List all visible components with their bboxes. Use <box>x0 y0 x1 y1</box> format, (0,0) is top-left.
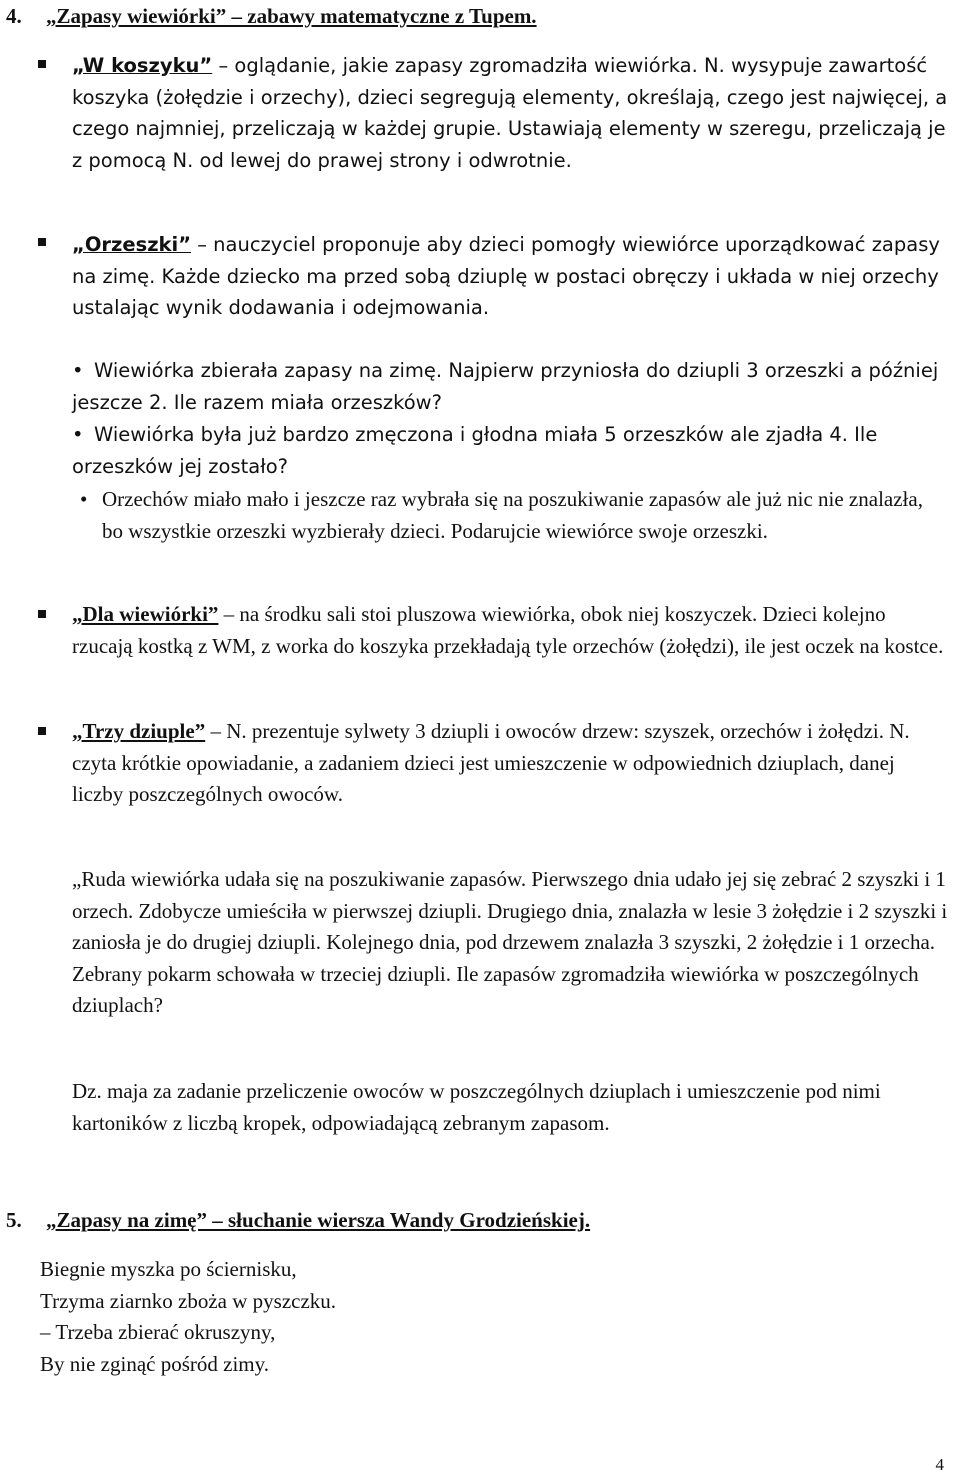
section-4-title: „Zapasy wiewiórki” – zabawy matematyczne z Tupem. <box>46 4 537 28</box>
dot-text: Wiewiórka była już bardzo zmęczona i głodna miała 5 orzeszków ale zjadła 4. Ile orzeszków jej zostało? <box>72 423 878 478</box>
item-text: – na środku sali stoi pluszowa wiewiórka, obok niej koszyczek. Dzieci kolejno rzucają kostką z WM, z worka do koszyka przekładają tyle orzechów (żołędzi), ile jest oczek na kostce. <box>72 602 944 658</box>
poem-line: – Trzeba zbierać okruszyny, <box>40 1320 276 1344</box>
poem-line: Biegnie myszka po ściernisku, <box>40 1257 297 1281</box>
story-paragraph: „Ruda wiewiórka udała się na poszukiwanie zapasów. Pierwszego dnia udało jej się zebrać 2 szyszki i 1 orzech. Zdobycze umieściła w pierwszej dziupli. Drugiego dnia, znalazła w lesie 3 żołędzie i 2 szyszki i zaniosła je do drugiej dziupli. Kolejnego dnia, pod drzewem znalazła 3 szyszki, 2 żołędzie i 1 orzecha. Zebrany pokarm schowała w trzeciej dziupli. Ile zapasów zgromadziła wiewiórka w poszczególnych dziuplach? <box>72 867 948 1017</box>
section-5-title: „Zapasy na zimę” – słuchanie wiersza Wandy Grodzieńskiej. <box>46 1208 591 1232</box>
section-5-number: 5. <box>6 1208 22 1232</box>
poem <box>40 1254 336 1380</box>
task-paragraph: Dz. maja za zadanie przeliczenie owoców w poszczególnych dziuplach i umieszczenie pod nimi kartoników z liczbą kropek, odpowiadającą zebranym zapasom. <box>72 1079 881 1135</box>
poem-line: By nie zginąć pośród zimy. <box>40 1351 270 1376</box>
section-5-heading <box>6 1207 590 1233</box>
list-item-orzeszki <box>72 229 948 324</box>
item-title: „Trzy dziuple” <box>72 719 206 743</box>
dot-text: Orzechów miało mało i jeszcze raz wybrała się na poszukiwanie zapasów ale już nic nie znalazła, bo wszystkie orzeszki wyzbierały dzieci. Podarujcie wiewiórce swoje orzeszki. <box>102 487 923 543</box>
dot-list-item <box>72 484 948 547</box>
item-text: – N. prezentuje sylwety 3 dziupli i owoców drzew: szyszek, orzechów i żołędzi. N. czyta krótkie opowiadanie, a zadaniem dzieci jest umieszczenie w odpowiednich dziuplach, danej liczby poszczególnych owoców. <box>72 719 910 806</box>
poem-line: Trzyma ziarnko zboża w pyszczku. <box>40 1288 337 1313</box>
list-item-w-koszyku <box>72 50 948 176</box>
dot-list-item <box>72 419 952 482</box>
item-text: – nauczyciel proponuje aby dzieci pomogły wiewiórce uporządkować zapasy na zimę. Każde dziecko ma przed sobą dziuplę w postaci obręczy i układa w niej orzechy ustalając wynik dodawania i odejmowania. <box>72 233 940 319</box>
item-title: „W koszyku” <box>72 54 213 77</box>
square-bullet-icon <box>38 727 46 735</box>
item-title: „Dla wiewiórki” <box>72 602 219 626</box>
dot-text: Wiewiórka zbierała zapasy na zimę. Najpierw przyniosła do dziupli 3 orzeszki a później jeszcze 2. Ile razem miała orzeszków? <box>72 359 939 414</box>
square-bullet-icon <box>38 610 46 618</box>
list-item-dla-wiewiorki <box>72 599 948 662</box>
dot-bullet-icon: • <box>80 487 88 511</box>
square-bullet-icon <box>38 238 46 246</box>
section-4-number: 4. <box>6 4 22 28</box>
dot-list-item <box>72 355 952 418</box>
dot-bullet-icon: • <box>72 359 84 382</box>
square-bullet-icon <box>38 60 46 68</box>
page-number: 4 <box>935 1455 944 1474</box>
item-title: „Orzeszki” <box>72 233 192 256</box>
section-4-heading <box>6 3 537 29</box>
dot-bullet-icon: • <box>72 423 84 446</box>
list-item-trzy-dziuple <box>72 716 948 811</box>
item-text: – oglądanie, jakie zapasy zgromadziła wiewiórka. N. wysypuje zawartość koszyka (żołędzie i orzechy), dzieci segregują elementy, określają, czego jest najwięcej, a czego najmniej, przeliczają w każdej grupie. Ustawiają elementy w szeregu, przeliczają je z pomocą N. od lewej do prawej strony i odwrotnie. <box>72 54 948 172</box>
